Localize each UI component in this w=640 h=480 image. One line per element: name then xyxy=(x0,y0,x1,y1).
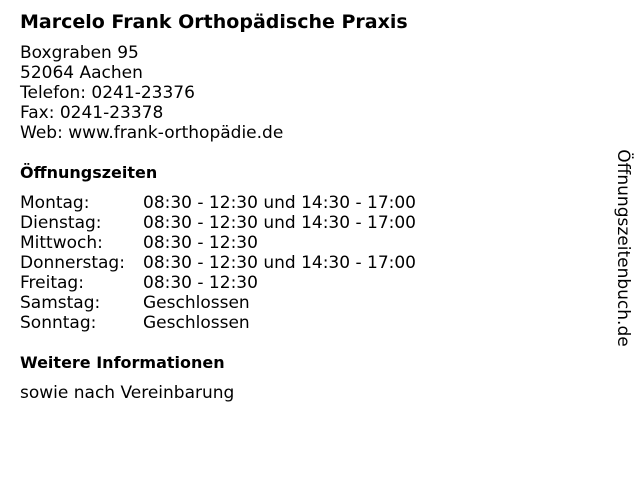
practice-card xyxy=(20,10,610,403)
hours-day-label: Montag: xyxy=(20,193,90,213)
further-info-text: sowie nach Vereinbarung xyxy=(20,383,235,403)
opening-hours-heading: Öffnungszeiten xyxy=(20,163,158,182)
hours-time-value: Geschlossen xyxy=(143,313,250,333)
address-city: 52064 Aachen xyxy=(20,63,143,83)
hours-row-thursday xyxy=(20,253,610,273)
hours-time-value: 08:30 - 12:30 und 14:30 - 17:00 xyxy=(143,213,416,233)
opening-hours-table xyxy=(20,193,610,333)
hours-time-value: Geschlossen xyxy=(143,293,250,313)
page-title: Marcelo Frank Orthopädische Praxis xyxy=(20,11,408,33)
side-brand-text: Öffnungszeitenbuch.de xyxy=(613,149,633,347)
hours-day-label: Mittwoch: xyxy=(20,233,103,253)
hours-row-friday xyxy=(20,273,610,293)
hours-row-sunday xyxy=(20,313,610,333)
hours-row-saturday xyxy=(20,293,610,313)
hours-time-value: 08:30 - 12:30 und 14:30 - 17:00 xyxy=(143,253,416,273)
hours-row-tuesday xyxy=(20,213,610,233)
hours-row-wednesday xyxy=(20,233,610,253)
address-block xyxy=(20,43,610,143)
further-info-heading: Weitere Informationen xyxy=(20,353,225,372)
address-fax: Fax: 0241-23378 xyxy=(20,103,164,123)
hours-day-label: Donnerstag: xyxy=(20,253,125,273)
hours-time-value: 08:30 - 12:30 und 14:30 - 17:00 xyxy=(143,193,416,213)
address-phone: Telefon: 0241-23376 xyxy=(20,83,195,103)
hours-day-label: Freitag: xyxy=(20,273,84,293)
hours-day-label: Dienstag: xyxy=(20,213,102,233)
hours-day-label: Sonntag: xyxy=(20,313,97,333)
hours-row-monday xyxy=(20,193,610,213)
hours-time-value: 08:30 - 12:30 xyxy=(143,233,258,253)
hours-time-value: 08:30 - 12:30 xyxy=(143,273,258,293)
address-street: Boxgraben 95 xyxy=(20,43,139,63)
address-web: Web: www.frank-orthopädie.de xyxy=(20,123,284,143)
hours-day-label: Samstag: xyxy=(20,293,101,313)
